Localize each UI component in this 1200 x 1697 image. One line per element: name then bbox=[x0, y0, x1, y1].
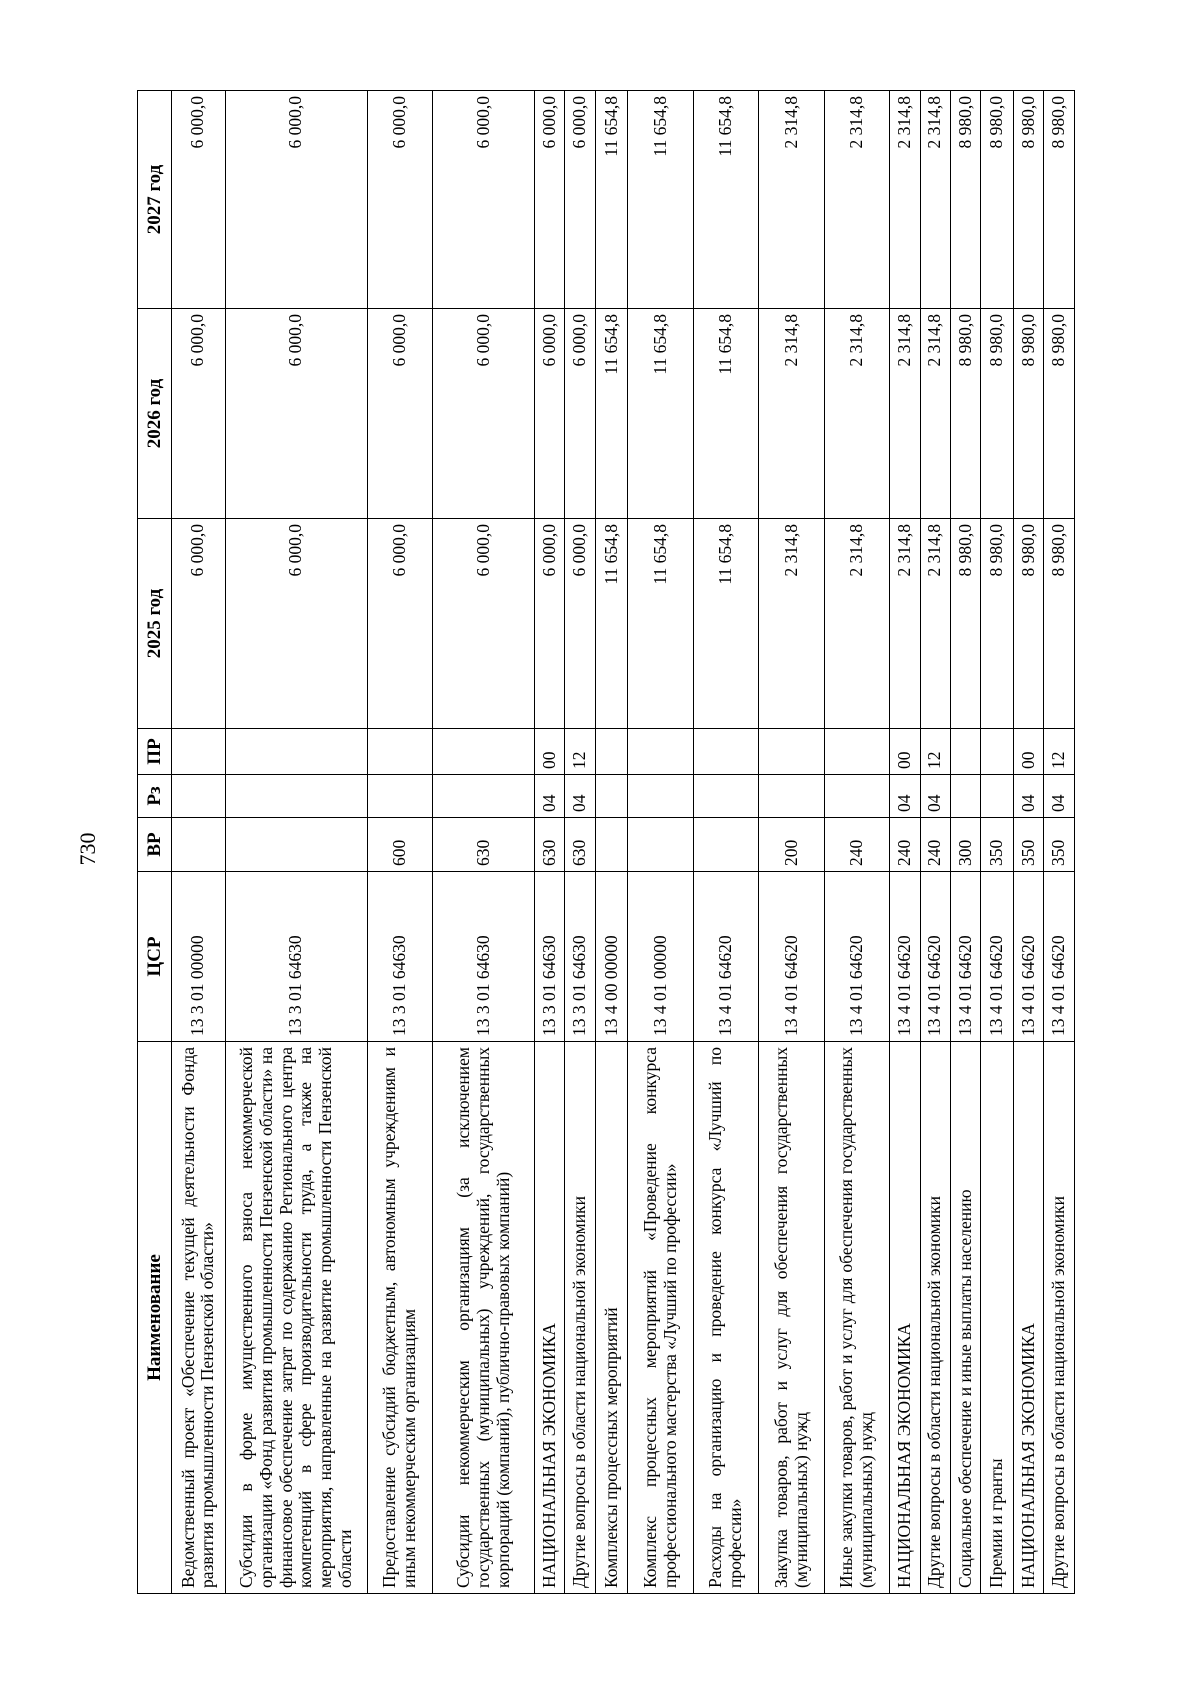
cell-2027: 8 980,0 bbox=[950, 91, 980, 309]
cell-2026: 8 980,0 bbox=[1014, 309, 1044, 519]
cell-2026: 6 000,0 bbox=[565, 309, 595, 519]
cell-2027: 2 314,8 bbox=[824, 91, 889, 309]
cell-2026: 2 314,8 bbox=[759, 309, 824, 519]
cell-rz: 04 bbox=[565, 775, 595, 818]
cell-csr: 13 3 01 64630 bbox=[433, 872, 535, 1042]
cell-pr: 00 bbox=[534, 729, 564, 775]
table-header-row bbox=[138, 91, 172, 1594]
cell-pr bbox=[950, 729, 980, 775]
cell-vr bbox=[628, 818, 693, 872]
cell-csr: 13 4 01 64620 bbox=[759, 872, 824, 1042]
cell-2027: 6 000,0 bbox=[433, 91, 535, 309]
cell-rz bbox=[628, 775, 693, 818]
cell-csr: 13 4 01 64620 bbox=[693, 872, 758, 1042]
cell-rz: 04 bbox=[890, 775, 920, 818]
cell-pr: 12 bbox=[920, 729, 950, 775]
cell-2025: 8 980,0 bbox=[950, 519, 980, 729]
header-2026: 2026 год bbox=[138, 309, 172, 519]
cell-vr bbox=[225, 818, 367, 872]
table-row bbox=[981, 91, 1014, 1594]
cell-pr bbox=[433, 729, 535, 775]
cell-name: Иные закупки товаров, работ и услуг для обеспечения государственных (муниципальных) нужд bbox=[824, 1042, 889, 1594]
table-row bbox=[367, 91, 432, 1594]
cell-2025: 6 000,0 bbox=[225, 519, 367, 729]
table-row bbox=[890, 91, 920, 1594]
cell-2026: 6 000,0 bbox=[367, 309, 432, 519]
cell-2027: 11 654,8 bbox=[628, 91, 693, 309]
cell-2026: 2 314,8 bbox=[920, 309, 950, 519]
cell-name: Комплекс процессных мероприятий «Проведение конкурса профессионального мастерства «Лучший по профессии» bbox=[628, 1042, 693, 1594]
cell-2027: 11 654,8 bbox=[595, 91, 628, 309]
cell-vr: 240 bbox=[890, 818, 920, 872]
cell-pr: 12 bbox=[1044, 729, 1075, 775]
cell-csr: 13 3 01 64630 bbox=[225, 872, 367, 1042]
cell-csr: 13 3 01 00000 bbox=[172, 872, 226, 1042]
table-row bbox=[534, 91, 564, 1594]
cell-2025: 11 654,8 bbox=[693, 519, 758, 729]
cell-vr bbox=[172, 818, 226, 872]
cell-csr: 13 3 01 64630 bbox=[565, 872, 595, 1042]
cell-csr: 13 3 01 64630 bbox=[367, 872, 432, 1042]
table-row bbox=[628, 91, 693, 1594]
cell-2027: 2 314,8 bbox=[890, 91, 920, 309]
cell-vr: 630 bbox=[565, 818, 595, 872]
table-row bbox=[172, 91, 226, 1594]
cell-rz bbox=[225, 775, 367, 818]
cell-2026: 6 000,0 bbox=[534, 309, 564, 519]
budget-table-container bbox=[137, 91, 1075, 1594]
cell-2026: 11 654,8 bbox=[693, 309, 758, 519]
cell-2025: 11 654,8 bbox=[595, 519, 628, 729]
cell-pr bbox=[759, 729, 824, 775]
table-row bbox=[824, 91, 889, 1594]
cell-rz bbox=[693, 775, 758, 818]
cell-name: Предоставление субсидий бюджетным, автономным учреждениям и иным некоммерческим организациям bbox=[367, 1042, 432, 1594]
cell-pr: 00 bbox=[1014, 729, 1044, 775]
cell-csr: 13 4 01 64620 bbox=[920, 872, 950, 1042]
cell-2027: 8 980,0 bbox=[1014, 91, 1044, 309]
cell-rz: 04 bbox=[534, 775, 564, 818]
cell-2025: 8 980,0 bbox=[981, 519, 1014, 729]
cell-csr: 13 3 01 64630 bbox=[534, 872, 564, 1042]
cell-vr bbox=[595, 818, 628, 872]
table-row bbox=[920, 91, 950, 1594]
cell-2025: 6 000,0 bbox=[367, 519, 432, 729]
header-2027: 2027 год bbox=[138, 91, 172, 309]
cell-name: Ведомственный проект «Обеспечение текущей деятельности Фонда развития промышленности Пензенской области» bbox=[172, 1042, 226, 1594]
cell-rz: 04 bbox=[1014, 775, 1044, 818]
cell-pr bbox=[225, 729, 367, 775]
cell-rz: 04 bbox=[920, 775, 950, 818]
cell-2026: 11 654,8 bbox=[595, 309, 628, 519]
cell-rz bbox=[950, 775, 980, 818]
cell-rz bbox=[981, 775, 1014, 818]
cell-vr: 300 bbox=[950, 818, 980, 872]
cell-2025: 6 000,0 bbox=[433, 519, 535, 729]
cell-name: Другие вопросы в области национальной экономики bbox=[565, 1042, 595, 1594]
cell-vr: 240 bbox=[920, 818, 950, 872]
cell-pr bbox=[172, 729, 226, 775]
cell-2025: 2 314,8 bbox=[824, 519, 889, 729]
cell-rz bbox=[433, 775, 535, 818]
cell-csr: 13 4 00 00000 bbox=[595, 872, 628, 1042]
cell-csr: 13 4 01 00000 bbox=[628, 872, 693, 1042]
cell-pr: 12 bbox=[565, 729, 595, 775]
cell-2027: 2 314,8 bbox=[920, 91, 950, 309]
cell-name: НАЦИОНАЛЬНАЯ ЭКОНОМИКА bbox=[890, 1042, 920, 1594]
cell-name: Премии и гранты bbox=[981, 1042, 1014, 1594]
cell-2025: 6 000,0 bbox=[565, 519, 595, 729]
table-row bbox=[225, 91, 367, 1594]
header-csr: ЦСР bbox=[138, 872, 172, 1042]
cell-name: Субсидии в форме имущественного взноса некоммерческой организации «Фонд развития промышленности Пензенской области» на финансовое обеспечение затрат по содержанию Регионального центра компетенций в сфере производительности труда, а также на мероприятия, направленные на развитие промышленности Пензенской области bbox=[225, 1042, 367, 1594]
header-rz: Рз bbox=[138, 775, 172, 818]
cell-name: НАЦИОНАЛЬНАЯ ЭКОНОМИКА bbox=[1014, 1042, 1044, 1594]
cell-2027: 6 000,0 bbox=[225, 91, 367, 309]
cell-2025: 6 000,0 bbox=[534, 519, 564, 729]
cell-name: Расходы на организацию и проведение конкурса «Лучший по профессии» bbox=[693, 1042, 758, 1594]
table-row bbox=[759, 91, 824, 1594]
cell-name: Социальное обеспечение и иные выплаты населению bbox=[950, 1042, 980, 1594]
cell-2026: 6 000,0 bbox=[172, 309, 226, 519]
cell-pr bbox=[595, 729, 628, 775]
cell-2025: 2 314,8 bbox=[890, 519, 920, 729]
cell-rz bbox=[759, 775, 824, 818]
cell-name: Комплексы процессных мероприятий bbox=[595, 1042, 628, 1594]
cell-2026: 6 000,0 bbox=[433, 309, 535, 519]
cell-pr bbox=[824, 729, 889, 775]
page-number: 730 bbox=[75, 832, 100, 866]
cell-2025: 11 654,8 bbox=[628, 519, 693, 729]
cell-2025: 2 314,8 bbox=[920, 519, 950, 729]
cell-name: Закупка товаров, работ и услуг для обеспечения государственных (муниципальных) нужд bbox=[759, 1042, 824, 1594]
cell-csr: 13 4 01 64620 bbox=[1014, 872, 1044, 1042]
cell-pr: 00 bbox=[890, 729, 920, 775]
cell-2025: 8 980,0 bbox=[1014, 519, 1044, 729]
cell-2025: 2 314,8 bbox=[759, 519, 824, 729]
cell-pr bbox=[628, 729, 693, 775]
cell-rz bbox=[824, 775, 889, 818]
cell-vr: 200 bbox=[759, 818, 824, 872]
cell-2027: 6 000,0 bbox=[534, 91, 564, 309]
cell-2027: 8 980,0 bbox=[981, 91, 1014, 309]
table-row bbox=[1044, 91, 1075, 1594]
cell-name: Другие вопросы в области национальной экономики bbox=[920, 1042, 950, 1594]
cell-rz: 04 bbox=[1044, 775, 1075, 818]
cell-2026: 6 000,0 bbox=[225, 309, 367, 519]
cell-2027: 2 314,8 bbox=[759, 91, 824, 309]
table-row bbox=[950, 91, 980, 1594]
cell-csr: 13 4 01 64620 bbox=[824, 872, 889, 1042]
cell-vr: 350 bbox=[1014, 818, 1044, 872]
cell-2026: 8 980,0 bbox=[950, 309, 980, 519]
table-row bbox=[1014, 91, 1044, 1594]
cell-pr bbox=[693, 729, 758, 775]
header-pr: ПР bbox=[138, 729, 172, 775]
cell-2027: 8 980,0 bbox=[1044, 91, 1075, 309]
table-row bbox=[693, 91, 758, 1594]
header-vr: ВР bbox=[138, 818, 172, 872]
cell-2026: 11 654,8 bbox=[628, 309, 693, 519]
budget-table bbox=[137, 90, 1075, 1594]
cell-2025: 8 980,0 bbox=[1044, 519, 1075, 729]
cell-2027: 6 000,0 bbox=[565, 91, 595, 309]
cell-2027: 6 000,0 bbox=[172, 91, 226, 309]
cell-vr: 350 bbox=[1044, 818, 1075, 872]
cell-2027: 11 654,8 bbox=[693, 91, 758, 309]
header-name: Наименование bbox=[138, 1042, 172, 1594]
cell-2026: 2 314,8 bbox=[890, 309, 920, 519]
cell-2025: 6 000,0 bbox=[172, 519, 226, 729]
cell-csr: 13 4 01 64620 bbox=[981, 872, 1014, 1042]
cell-pr bbox=[367, 729, 432, 775]
cell-vr: 240 bbox=[824, 818, 889, 872]
cell-name: НАЦИОНАЛЬНАЯ ЭКОНОМИКА bbox=[534, 1042, 564, 1594]
cell-rz bbox=[595, 775, 628, 818]
cell-vr bbox=[693, 818, 758, 872]
cell-vr: 630 bbox=[433, 818, 535, 872]
cell-rz bbox=[367, 775, 432, 818]
cell-name: Субсидии некоммерческим организациям (за исключением государственных (муниципальных) учреждений, государственных корпораций (компаний), публично-правовых компаний) bbox=[433, 1042, 535, 1594]
cell-csr: 13 4 01 64620 bbox=[1044, 872, 1075, 1042]
cell-2026: 8 980,0 bbox=[1044, 309, 1075, 519]
cell-csr: 13 4 01 64620 bbox=[950, 872, 980, 1042]
cell-vr: 600 bbox=[367, 818, 432, 872]
table-row bbox=[565, 91, 595, 1594]
cell-2026: 2 314,8 bbox=[824, 309, 889, 519]
cell-vr: 630 bbox=[534, 818, 564, 872]
table-row bbox=[433, 91, 535, 1594]
cell-csr: 13 4 01 64620 bbox=[890, 872, 920, 1042]
cell-2027: 6 000,0 bbox=[367, 91, 432, 309]
header-2025: 2025 год bbox=[138, 519, 172, 729]
cell-2026: 8 980,0 bbox=[981, 309, 1014, 519]
cell-rz bbox=[172, 775, 226, 818]
cell-name: Другие вопросы в области национальной экономики bbox=[1044, 1042, 1075, 1594]
cell-vr: 350 bbox=[981, 818, 1014, 872]
table-row bbox=[595, 91, 628, 1594]
cell-pr bbox=[981, 729, 1014, 775]
